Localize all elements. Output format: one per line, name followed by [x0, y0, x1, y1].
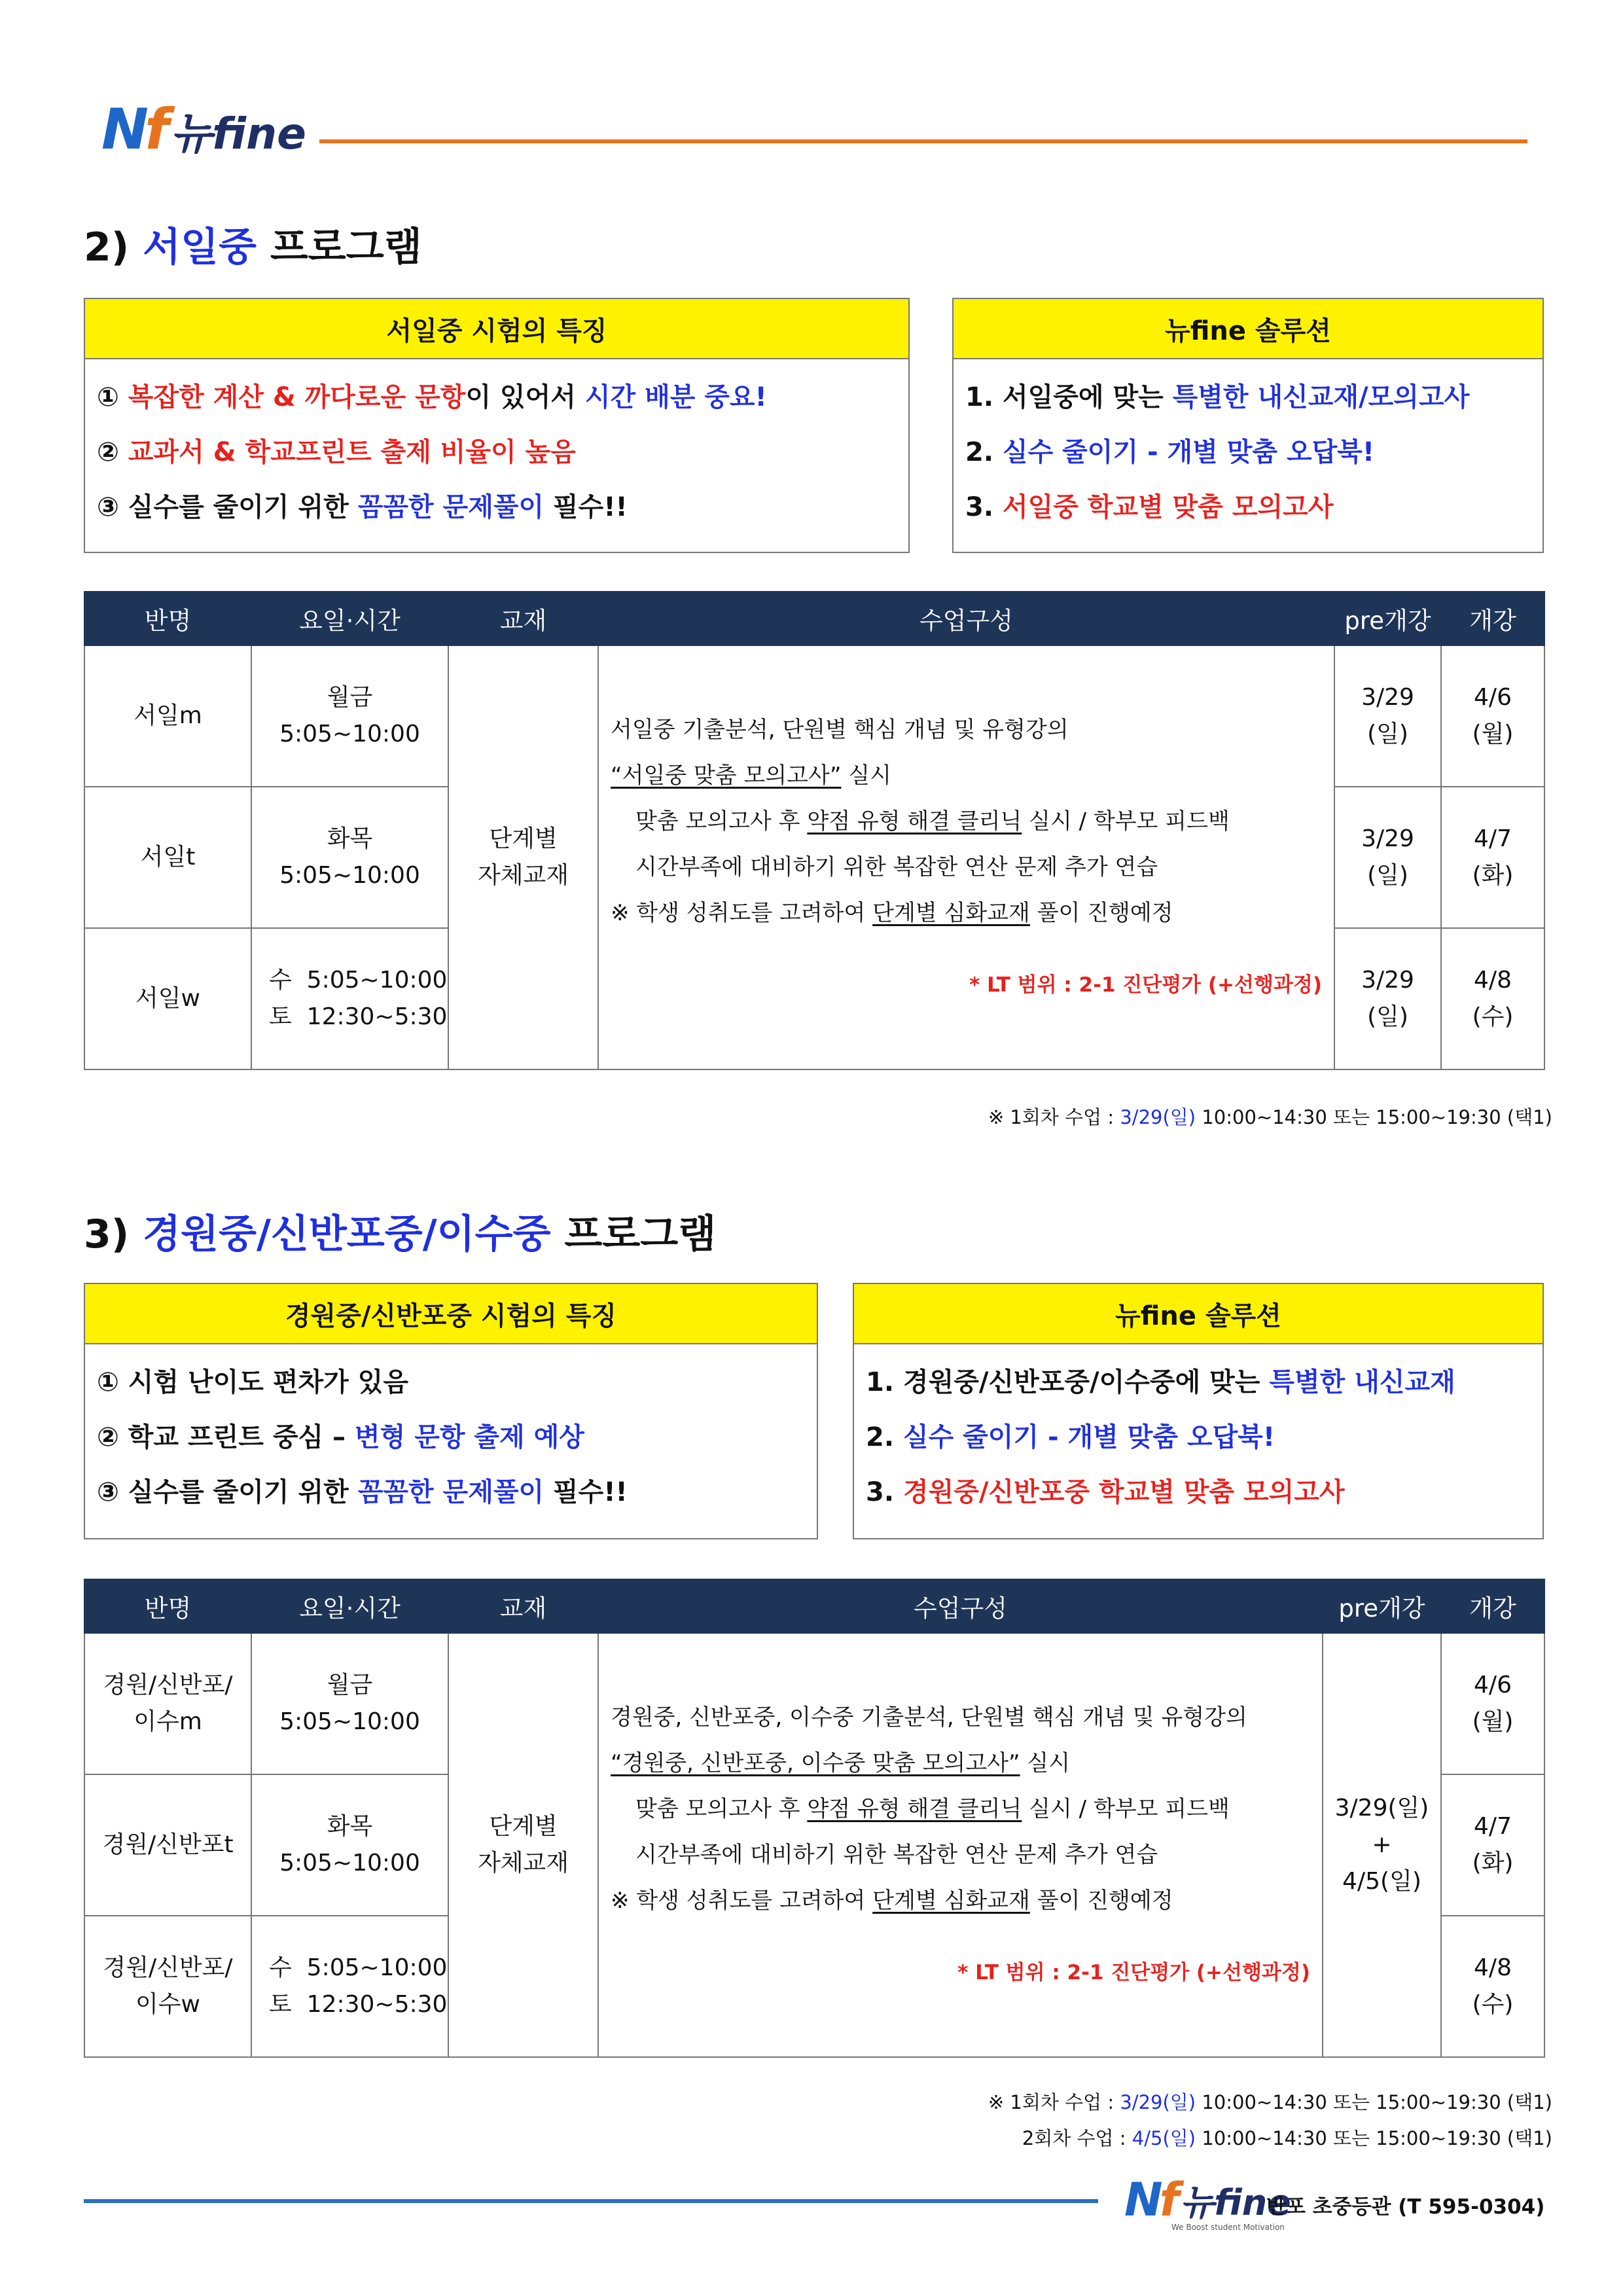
session-note	[988, 2088, 1552, 2115]
solution-item	[965, 489, 1531, 544]
curriculum-text: 실시 / 학부모 피드백	[1022, 808, 1230, 834]
pre-date: 4/5(일)	[1342, 1868, 1421, 1895]
class-name: 경원/신반포t	[102, 1831, 234, 1858]
days: 화목	[327, 825, 373, 852]
open-date: 4/8	[1474, 1954, 1512, 1981]
logo-mark: Nf	[101, 97, 166, 162]
textbook-cell	[448, 1633, 598, 2057]
textbook-line: 단계별	[489, 825, 558, 852]
section3-title-rest: 프로그램	[564, 1211, 717, 1257]
open-cell	[1441, 787, 1544, 928]
line-segment: 2.	[866, 1422, 903, 1452]
hours: 토 12:30~5:30	[269, 1991, 448, 2018]
line-segment: 서일중 학교별 맞춤 모의고사	[1002, 492, 1334, 522]
hours: 5:05~10:00	[279, 862, 420, 889]
open-date: 4/7	[1474, 1813, 1512, 1840]
open-day: (월)	[1472, 1708, 1514, 1735]
line-segment: ① 시험 난이도 편차가 있음	[97, 1367, 408, 1397]
curriculum-line	[611, 753, 1322, 798]
pre-open-cell	[1323, 1633, 1441, 2057]
section2-number: 2)	[84, 224, 130, 270]
curriculum-line: 시간부족에 대비하기 위한 복잡한 연산 문제 추가 연습	[635, 854, 1158, 880]
curriculum-text: 풀이 진행예정	[1029, 1888, 1173, 1914]
open-day: (월)	[1472, 721, 1514, 747]
section2-features-box	[84, 298, 910, 553]
table-header-row	[84, 1579, 1544, 1633]
features-title: 서일중 시험의 특징	[85, 299, 908, 359]
curriculum-text: 실시	[841, 762, 891, 789]
open-cell	[1441, 645, 1544, 787]
curriculum-line: 서일중 기출분석, 단원별 핵심 개념 및 유형강의	[611, 717, 1069, 743]
section3-number: 3)	[84, 1211, 130, 1257]
class-name: 경원/신반포/	[103, 1672, 233, 1698]
col-header: 수업구성	[598, 1579, 1323, 1633]
feature-item	[97, 1364, 805, 1419]
footer-contact: 반포 초중등관 (T 595-0304)	[1266, 2195, 1545, 2219]
note-date: 3/29(일)	[1120, 2091, 1196, 2113]
open-day: (화)	[1472, 862, 1514, 889]
col-header: pre개강	[1323, 1579, 1441, 1633]
logo-text: 뉴fine	[1180, 2181, 1291, 2223]
section2-title-rest: 프로그램	[270, 224, 422, 270]
col-header: 수업구성	[598, 592, 1334, 645]
brand-logo	[101, 97, 306, 162]
line-segment: 교과서 & 학교프린트 출제 비율이 높음	[128, 437, 576, 467]
pre-plus: +	[1372, 1831, 1392, 1858]
pre-date: 3/29	[1361, 825, 1414, 852]
curriculum-cell	[598, 1633, 1323, 2057]
note-rest: 10:00~14:30 또는 15:00~19:30 (택1)	[1196, 1106, 1552, 1128]
curriculum-line: 경원중, 신반포중, 이수중 기출분석, 단원별 핵심 개념 및 유형강의	[611, 1704, 1247, 1731]
time-cell	[251, 1774, 448, 1916]
footer-divider	[84, 2199, 1098, 2203]
col-header: 요일·시간	[251, 592, 448, 645]
textbook-line: 자체교재	[477, 862, 569, 889]
days: 월금	[327, 1672, 373, 1698]
curriculum-line	[611, 1740, 1310, 1786]
col-header: 교재	[448, 592, 598, 645]
line-segment: 1. 서일중에 맞는	[965, 382, 1173, 412]
line-segment: 특별한 내신교재/모의고사	[1172, 382, 1470, 412]
curriculum-text: 맞춤 모의고사 후	[635, 1796, 808, 1822]
col-header: 반명	[84, 1579, 251, 1633]
section2-school: 서일중	[143, 224, 257, 270]
curriculum-text: 실시	[1020, 1750, 1071, 1776]
days: 수 5:05~10:00	[269, 967, 448, 994]
open-cell	[1441, 1633, 1544, 1774]
advanced-book-label: 단계별 심화교재	[872, 1888, 1030, 1914]
feature-item	[97, 1419, 805, 1474]
curriculum-line	[611, 890, 1322, 936]
logo-text: 뉴fine	[170, 108, 306, 159]
line-segment: ③ 실수를 줄이기 위한	[97, 492, 358, 522]
class-name-cell	[84, 645, 251, 787]
time-cell	[251, 645, 448, 787]
hours: 토 12:30~5:30	[269, 1003, 448, 1030]
solution-item	[866, 1364, 1531, 1419]
hours: 5:05~10:00	[279, 721, 420, 747]
hours: 5:05~10:00	[279, 1708, 420, 1735]
section3-school: 경원중/신반포중/이수중	[143, 1211, 551, 1257]
section2-title	[84, 216, 422, 272]
note-prefix: 2회차 수업 :	[1022, 2127, 1132, 2149]
pre-date: 3/29	[1361, 684, 1414, 711]
open-day: (수)	[1472, 1991, 1514, 2018]
class-name-cell	[84, 928, 251, 1069]
features-list	[85, 359, 908, 544]
pre-day: (일)	[1367, 1003, 1408, 1030]
mock-exam-label: “서일중 맞춤 모의고사”	[611, 762, 842, 789]
days: 수 5:05~10:00	[269, 1954, 448, 1981]
curriculum-line: 시간부족에 대비하기 위한 복잡한 연산 문제 추가 연습	[635, 1842, 1158, 1868]
line-segment: 실수 줄이기 - 개별 맞춤 오답북!	[1002, 437, 1375, 467]
session-note	[1022, 2124, 1552, 2151]
class-name-cell	[84, 1633, 251, 1774]
pre-date: 3/29	[1361, 967, 1414, 994]
line-segment: 경원중/신반포중 학교별 맞춤 모의고사	[902, 1477, 1345, 1507]
col-header: 반명	[84, 592, 251, 645]
line-segment: 3.	[965, 492, 1003, 522]
class-name-cell	[84, 787, 251, 928]
section3-features-box	[84, 1283, 818, 1539]
section3-solution-box	[853, 1283, 1544, 1539]
line-segment: 이 있어서	[465, 382, 585, 412]
clinic-label: 약점 유형 해결 클리닉	[807, 808, 1022, 834]
line-segment: 1. 경원중/신반포중/이수중에 맞는	[866, 1367, 1270, 1397]
pre-open-cell	[1334, 928, 1441, 1069]
table-row	[84, 1633, 1544, 1774]
solution-list	[854, 1344, 1543, 1529]
line-segment: 꼼꼼한 문제풀이	[357, 492, 544, 522]
note-prefix: ※ 1회차 수업 :	[988, 1106, 1120, 1128]
lt-range-note: * LT 범위 : 2-1 진단평가 (+선행과정)	[957, 1961, 1310, 1984]
line-segment: 2.	[965, 437, 1003, 467]
solution-title: 뉴fine 솔루션	[854, 1284, 1543, 1344]
clinic-label: 약점 유형 해결 클리닉	[807, 1796, 1022, 1822]
footer-tagline: We Boost student Motivation	[1171, 2223, 1285, 2232]
time-cell	[251, 1633, 448, 1774]
class-name: 서일t	[140, 844, 196, 870]
pre-open-cell	[1334, 787, 1441, 928]
col-header: 개강	[1441, 1579, 1544, 1633]
note-date: 3/29(일)	[1120, 1106, 1196, 1128]
open-day: (화)	[1472, 1850, 1514, 1876]
solution-title: 뉴fine 솔루션	[954, 299, 1543, 359]
feature-item	[97, 379, 897, 434]
col-header: pre개강	[1334, 592, 1441, 645]
solution-item	[866, 1419, 1531, 1474]
curriculum-text: 맞춤 모의고사 후	[635, 808, 808, 834]
section3-schedule-table	[84, 1579, 1545, 2058]
time-cell	[251, 787, 448, 928]
table-header-row	[84, 592, 1544, 645]
line-segment: ③ 실수를 줄이기 위한	[97, 1477, 358, 1507]
open-date: 4/7	[1474, 825, 1512, 852]
line-segment: 필수!!	[544, 492, 628, 522]
section2-schedule-table	[84, 591, 1545, 1070]
pre-day: (일)	[1367, 862, 1408, 889]
feature-item	[97, 1474, 805, 1529]
features-title: 경원중/신반포중 시험의 특징	[85, 1284, 817, 1344]
curriculum-text: 풀이 진행예정	[1029, 900, 1173, 926]
class-name-cell	[84, 1916, 251, 2057]
line-segment: 특별한 내신교재	[1269, 1367, 1455, 1397]
lt-range-note: * LT 범위 : 2-1 진단평가 (+선행과정)	[969, 973, 1322, 997]
open-day: (수)	[1472, 1003, 1514, 1030]
line-segment: 필수!!	[544, 1477, 628, 1507]
time-cell	[251, 1916, 448, 2057]
feature-item	[97, 434, 897, 489]
open-cell	[1441, 1774, 1544, 1916]
class-name: 경원/신반포/	[103, 1954, 233, 1981]
mock-exam-label: “경원중, 신반포중, 이수중 맞춤 모의고사”	[611, 1750, 1020, 1776]
open-date: 4/8	[1474, 967, 1512, 994]
section2-solution-box	[952, 298, 1544, 553]
solution-list	[954, 359, 1543, 544]
pre-date: 3/29(일)	[1334, 1795, 1429, 1821]
days: 월금	[327, 684, 373, 711]
curriculum-text: 실시 / 학부모 피드백	[1022, 1796, 1230, 1822]
solution-item	[866, 1474, 1531, 1529]
open-date: 4/6	[1474, 684, 1512, 711]
class-name: 이수m	[134, 1708, 202, 1735]
line-segment: 복잡한 계산 & 까다로운 문항	[128, 382, 466, 412]
class-name: 서일m	[134, 702, 202, 729]
open-date: 4/6	[1474, 1672, 1512, 1698]
line-segment: 꼼꼼한 문제풀이	[357, 1477, 544, 1507]
class-name-cell	[84, 1774, 251, 1916]
line-segment: 변형 문항 출제 예상	[354, 1422, 584, 1452]
line-segment: ①	[97, 382, 128, 412]
class-name: 이수w	[135, 1991, 200, 2018]
col-header: 요일·시간	[251, 1579, 448, 1633]
advanced-book-label: 단계별 심화교재	[872, 900, 1030, 926]
col-header: 개강	[1441, 592, 1544, 645]
curriculum-line	[611, 798, 1322, 844]
features-list	[85, 1344, 817, 1529]
days: 화목	[327, 1813, 373, 1840]
session-note	[988, 1103, 1552, 1130]
solution-item	[965, 379, 1531, 434]
line-segment: 시간 배분 중요!	[584, 382, 767, 412]
curriculum-line	[611, 1878, 1310, 1924]
note-rest: 10:00~14:30 또는 15:00~19:30 (택1)	[1196, 2091, 1552, 2113]
note-rest: 10:00~14:30 또는 15:00~19:30 (택1)	[1196, 2127, 1552, 2149]
class-name: 서일w	[135, 985, 200, 1012]
line-segment: ②	[97, 437, 128, 467]
curriculum-text: ※ 학생 성취도를 고려하여	[611, 1888, 873, 1914]
open-cell	[1441, 1916, 1544, 2057]
header-divider	[319, 139, 1527, 143]
open-cell	[1441, 928, 1544, 1069]
pre-open-cell	[1334, 645, 1441, 787]
textbook-line: 자체교재	[477, 1850, 569, 1876]
curriculum-cell	[598, 645, 1334, 1069]
hours: 5:05~10:00	[279, 1850, 420, 1876]
col-header: 교재	[448, 1579, 598, 1633]
note-date: 4/5(일)	[1132, 2127, 1196, 2149]
solution-item	[965, 434, 1531, 489]
pre-day: (일)	[1367, 721, 1408, 747]
logo-mark: Nf	[1124, 2173, 1177, 2227]
line-segment: ② 학교 프린트 중심 –	[97, 1422, 355, 1452]
curriculum-text: ※ 학생 성취도를 고려하여	[611, 900, 873, 926]
time-cell	[251, 928, 448, 1069]
line-segment: 실수 줄이기 - 개별 맞춤 오답북!	[902, 1422, 1275, 1452]
curriculum-line	[611, 1786, 1310, 1832]
textbook-line: 단계별	[489, 1813, 558, 1840]
table-row	[84, 645, 1544, 787]
textbook-cell	[448, 645, 598, 1069]
section3-title	[84, 1203, 716, 1259]
line-segment: 3.	[866, 1477, 903, 1507]
feature-item	[97, 489, 897, 544]
note-prefix: ※ 1회차 수업 :	[988, 2091, 1120, 2113]
